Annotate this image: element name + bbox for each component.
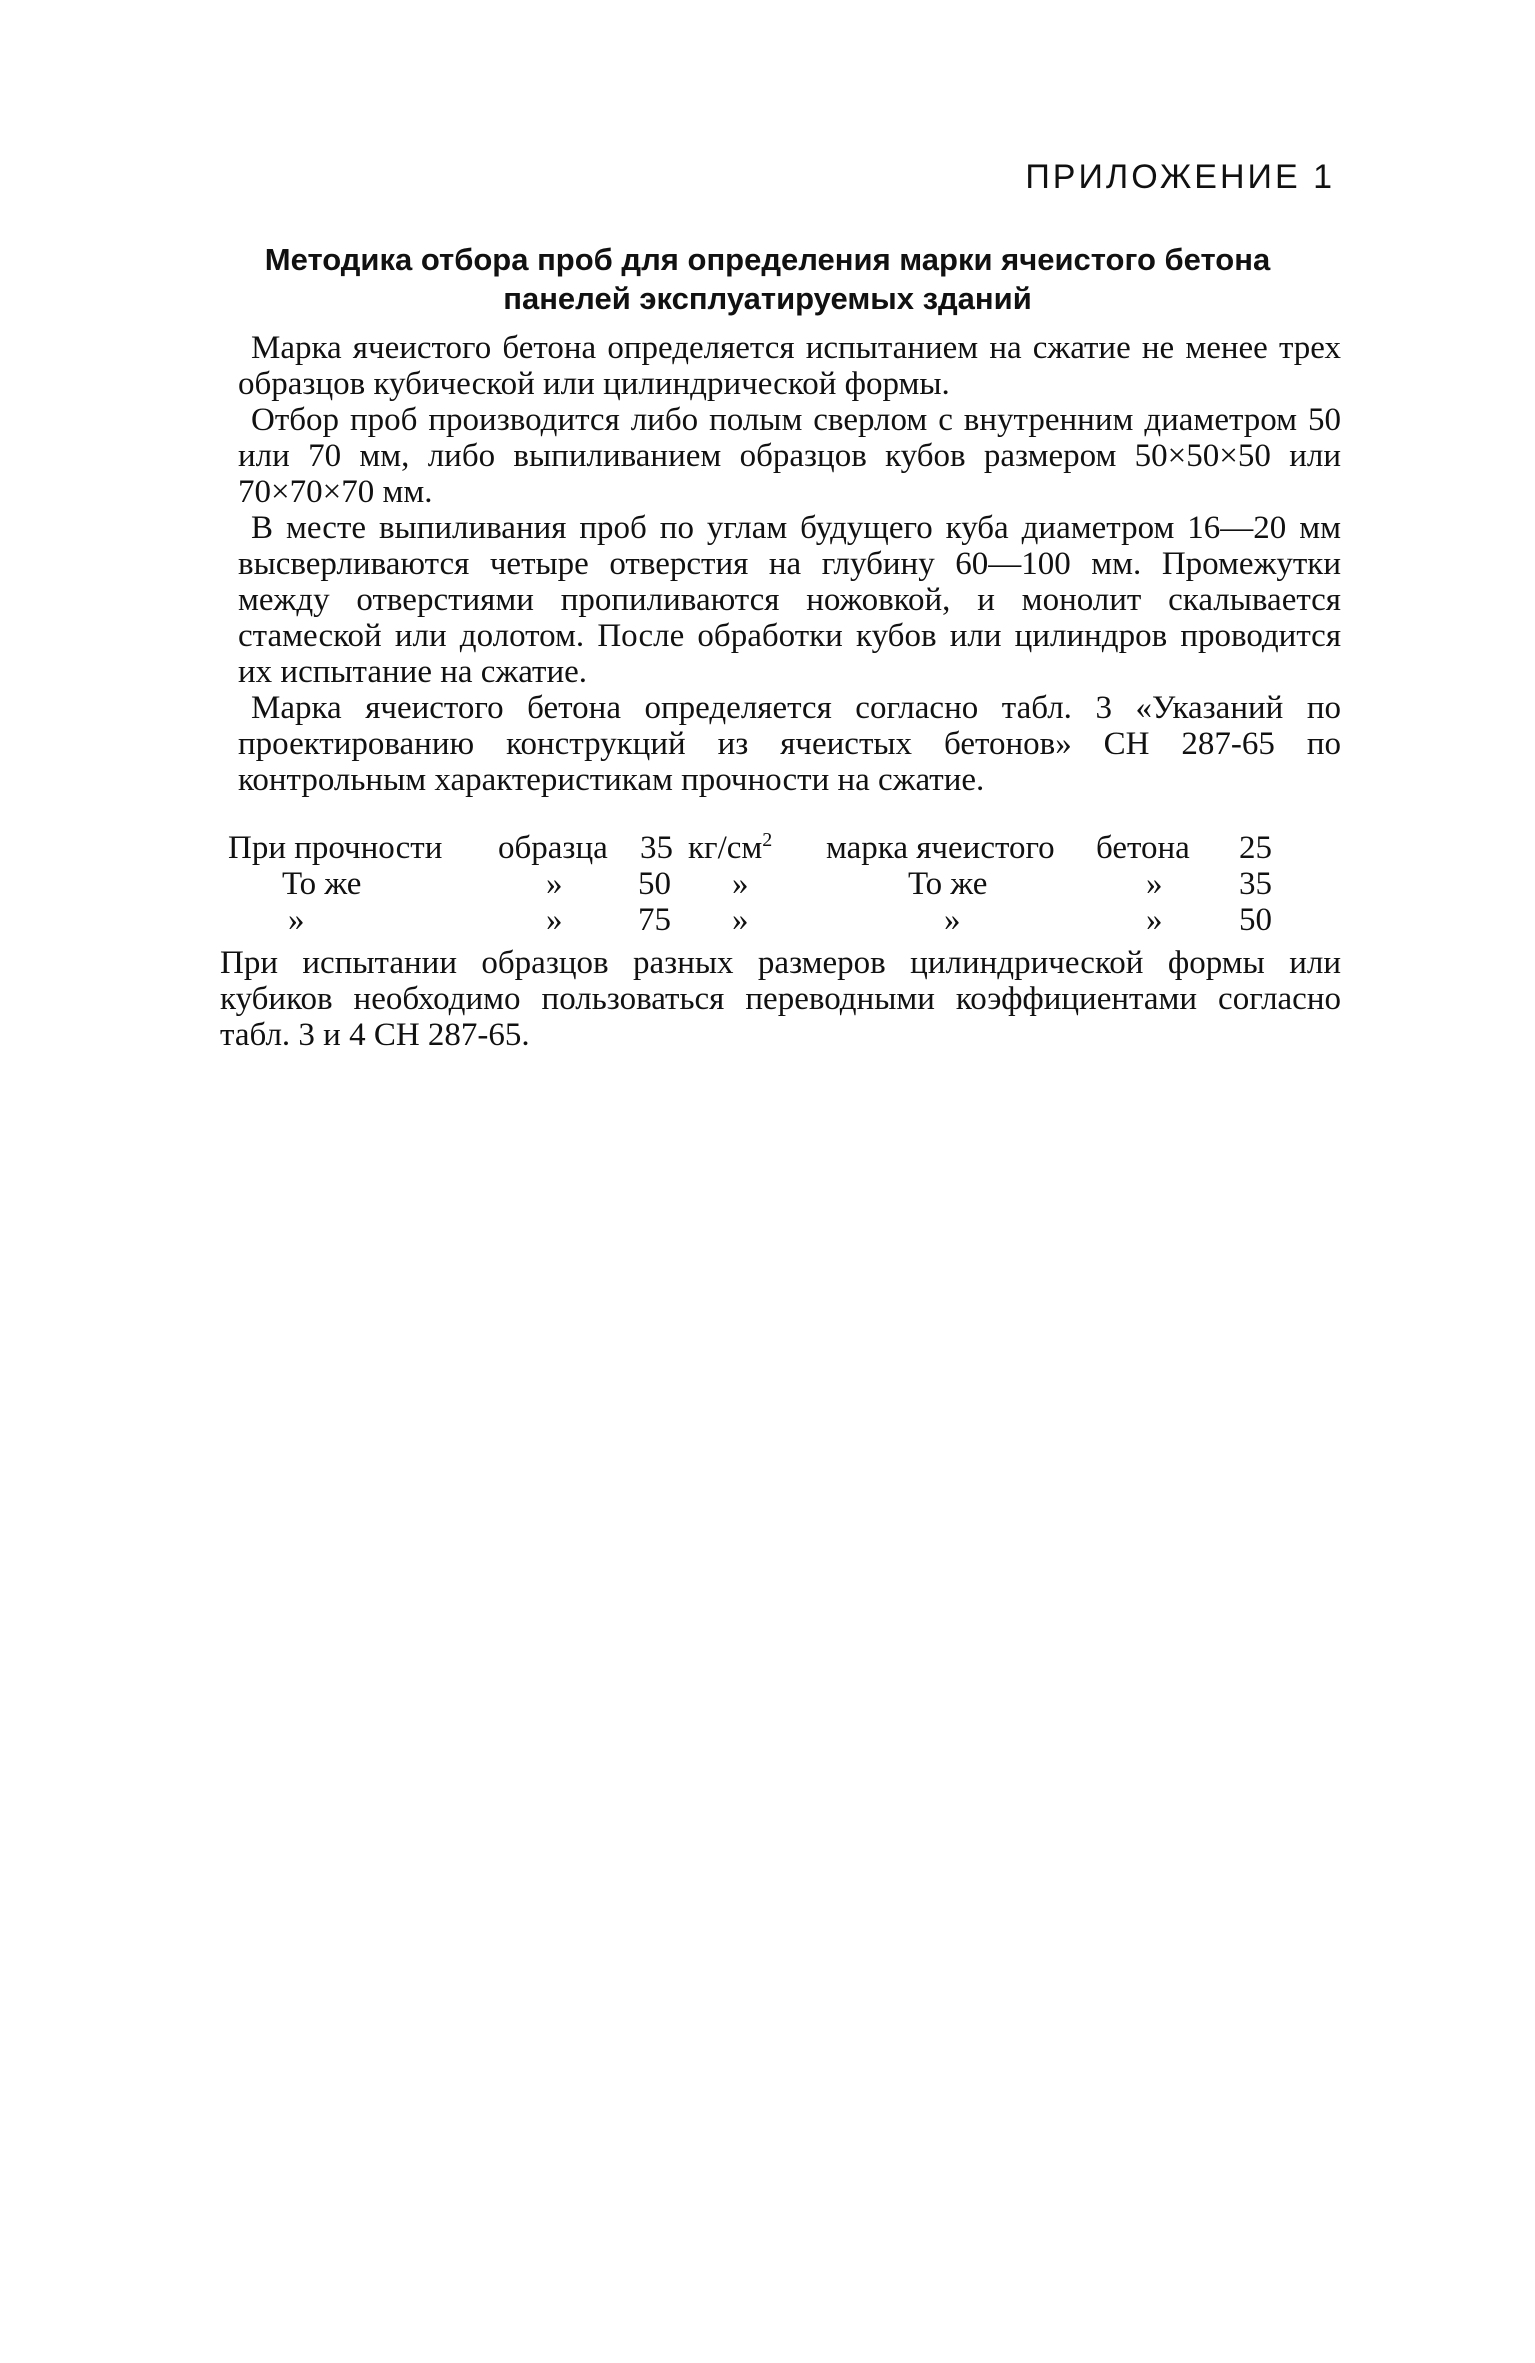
paragraph-3: В месте выпиливания проб по углам будущего куба диаметром 16—20 мм высверливаются четыре отверстия на глубину 60—100 мм. Промежутки между отверстиями пропиливаются ножовкой, и монолит скалывается стамеской или долотом. После обработки кубов или цилиндров проводится их испытание на сжатие. — [238, 510, 1341, 690]
row3-label-quote: » — [944, 902, 961, 938]
row2-quote-1: » — [546, 866, 563, 902]
table-row — [228, 830, 1298, 866]
table-row — [228, 866, 1298, 902]
row1-unit: $кг/см^2$ — [688, 829, 773, 866]
paragraph-2: Отбор проб производится либо полым сверлом с внутренним диаметром 50 или 70 мм, либо выпиливанием образцов кубов размером 50×50×50 или 70×70×70 мм. — [238, 402, 1341, 510]
row1-label2: бетона — [1096, 830, 1190, 866]
row1-lead: При прочности — [228, 830, 443, 866]
row2-lead: То же — [282, 866, 362, 902]
row3-lead: » — [288, 902, 305, 938]
paragraph-4: Марка ячеистого бетона определяется согласно табл. 3 «Указаний по проектированию конструкций из ячеистых бетонов» СН 287-65 по контрольным характеристикам прочности на сжатие. — [238, 690, 1341, 798]
row2-label: То же — [908, 866, 988, 902]
final-paragraph: При испытании образцов разных размеров цилиндрической формы или кубиков необходимо пользоваться переводными коэффициентами согласно табл. 3 и 4 СН 287-65. — [220, 945, 1341, 1053]
row3-quote-3: » — [1146, 902, 1163, 938]
row2-grade: 35 — [1239, 866, 1272, 902]
title-line-2: панелей эксплуатируемых зданий — [503, 281, 1032, 316]
table-row — [228, 902, 1298, 938]
row2-quote-2: » — [732, 866, 749, 902]
row3-grade: 50 — [1239, 902, 1272, 938]
row3-quote-2: » — [732, 902, 749, 938]
paragraph-1: Марка ячеистого бетона определяется испытанием на сжатие не менее трех образцов кубической или цилиндрической формы. — [238, 330, 1341, 402]
row1-grade: 25 — [1239, 830, 1272, 866]
strength-grade-table — [228, 830, 1298, 938]
row3-quote-1: » — [546, 902, 563, 938]
row2-value: 50 — [638, 866, 671, 902]
row1-label: марка ячеистого — [826, 830, 1055, 866]
row2-quote-3: » — [1146, 866, 1163, 902]
title-line-1: Методика отбора проб для определения марки ячеистого бетона — [264, 242, 1271, 277]
row1-unit-exponent: 2 — [762, 829, 773, 851]
row3-value: 75 — [638, 902, 671, 938]
row1-word: образца — [498, 830, 608, 866]
row1-value: 35 — [640, 830, 673, 866]
document-title — [200, 240, 1335, 318]
body-text — [238, 330, 1341, 798]
appendix-label: ПРИЛОЖЕНИЕ 1 — [1025, 158, 1335, 196]
